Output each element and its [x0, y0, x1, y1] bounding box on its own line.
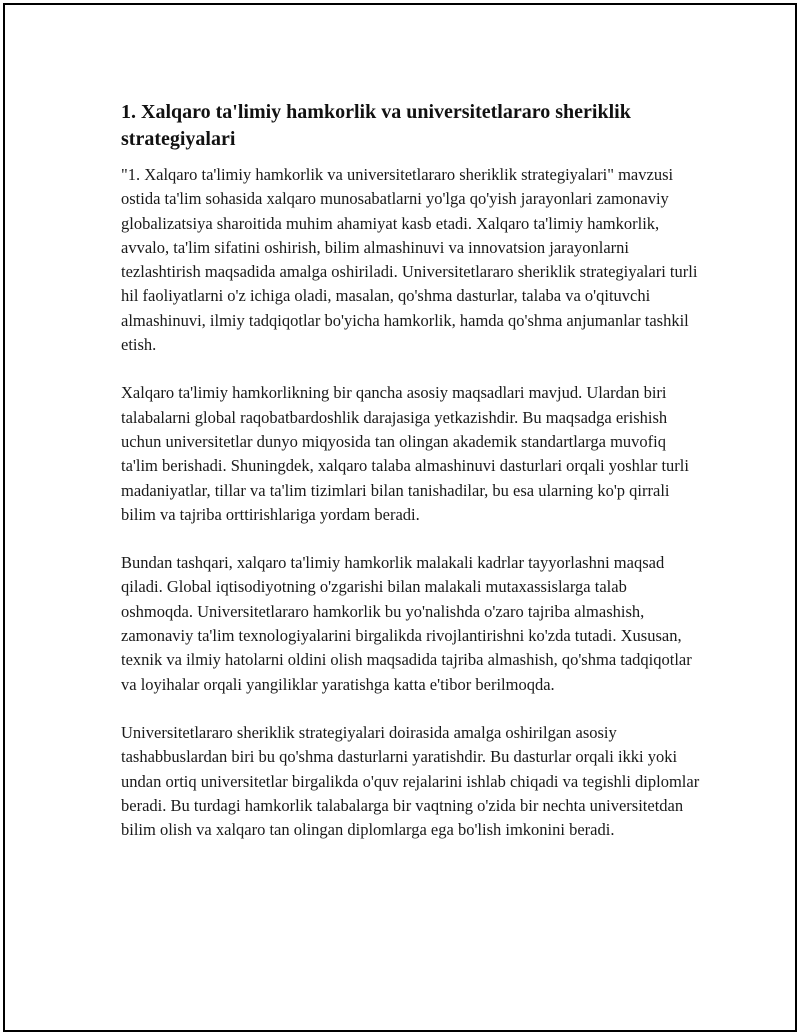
- paragraph-1: "1. Xalqaro ta'limiy hamkorlik va universitetlararo sheriklik strategiyalari" mavzusi ostida ta'lim sohasida xalqaro munosabatlarni yo'lga qo'yish jarayonlari zamonaviy globalizatsiya sharoitida muhim ahamiyat kasb etadi. Xalqaro ta'limiy hamkorlik, avvalo, ta'lim sifatini oshirish, bilim almashinuvi va innovatsion jarayonlarni tezlashtirish maqsadida amalga oshiriladi. Universitetlararo sheriklik strategiyalari turli hil faoliyatlarni o'z ichiga oladi, masalan, qo'shma dasturlar, talaba va o'qituvchi almashinuvi, ilmiy tadqiqotlar bo'yicha hamkorlik, hamda qo'shma anjumanlar tashkil etish.: [121, 165, 698, 355]
- document-body: [121, 99, 701, 866]
- document-title: 1. Xalqaro ta'limiy hamkorlik va universitetlararo sheriklik strategiyalari: [121, 101, 631, 150]
- paragraph-3: Bundan tashqari, xalqaro ta'limiy hamkorlik malakali kadrlar tayyorlashni maqsad qiladi. Global iqtisodiyotning o'zgarishi bilan malakali mutaxassislarga talab oshmoqda. Universitetlararo hamkorlik bu yo'nalishda o'zaro tajriba almashish, zamonaviy ta'lim texnologiyalarini birgalikda rivojlantirishni ko'zda tutadi. Xususan, texnik va ilmiy hatolarni oldini olish maqsadida tajriba almashish, qo'shma tadqiqotlar va loyihalar orqali yangiliklar yaratishga katta e'tibor berilmoqda.: [121, 553, 692, 694]
- paragraph-4: Universitetlararo sheriklik strategiyalari doirasida amalga oshirilgan asosiy tashabbuslardan biri bu qo'shma dasturlarni yaratishdir. Bu dasturlar orqali ikki yoki undan ortiq universitetlar birgalikda o'quv rejalarini ishlab chiqadi va tegishli diplomlar beradi. Bu turdagi hamkorlik talabalarga bir vaqtning o'zida bir nechta universitetdan bilim olish va xalqaro tan olingan diplomlarga ega bo'lish imkonini beradi.: [121, 722, 700, 840]
- document-page: [3, 3, 797, 1032]
- paragraph-2: Xalqaro ta'limiy hamkorlikning bir qancha asosiy maqsadlari mavjud. Ulardan biri talabalarni global raqobatbardoshlik darajasiga yetkazishdir. Bu maqsadga erishish uchun universitetlar dunyo miqyosida tan olingan akademik standartlarga muvofiq ta'lim berishadi. Shuningdek, xalqaro talaba almashinuvi dasturlari orqali yoshlar turli madaniyatlar, tillar va ta'lim tizimlari bilan tanishadilar, bu esa ularning ko'p qirrali bilim va tajriba orttirishlariga yordam beradi.: [121, 383, 689, 524]
